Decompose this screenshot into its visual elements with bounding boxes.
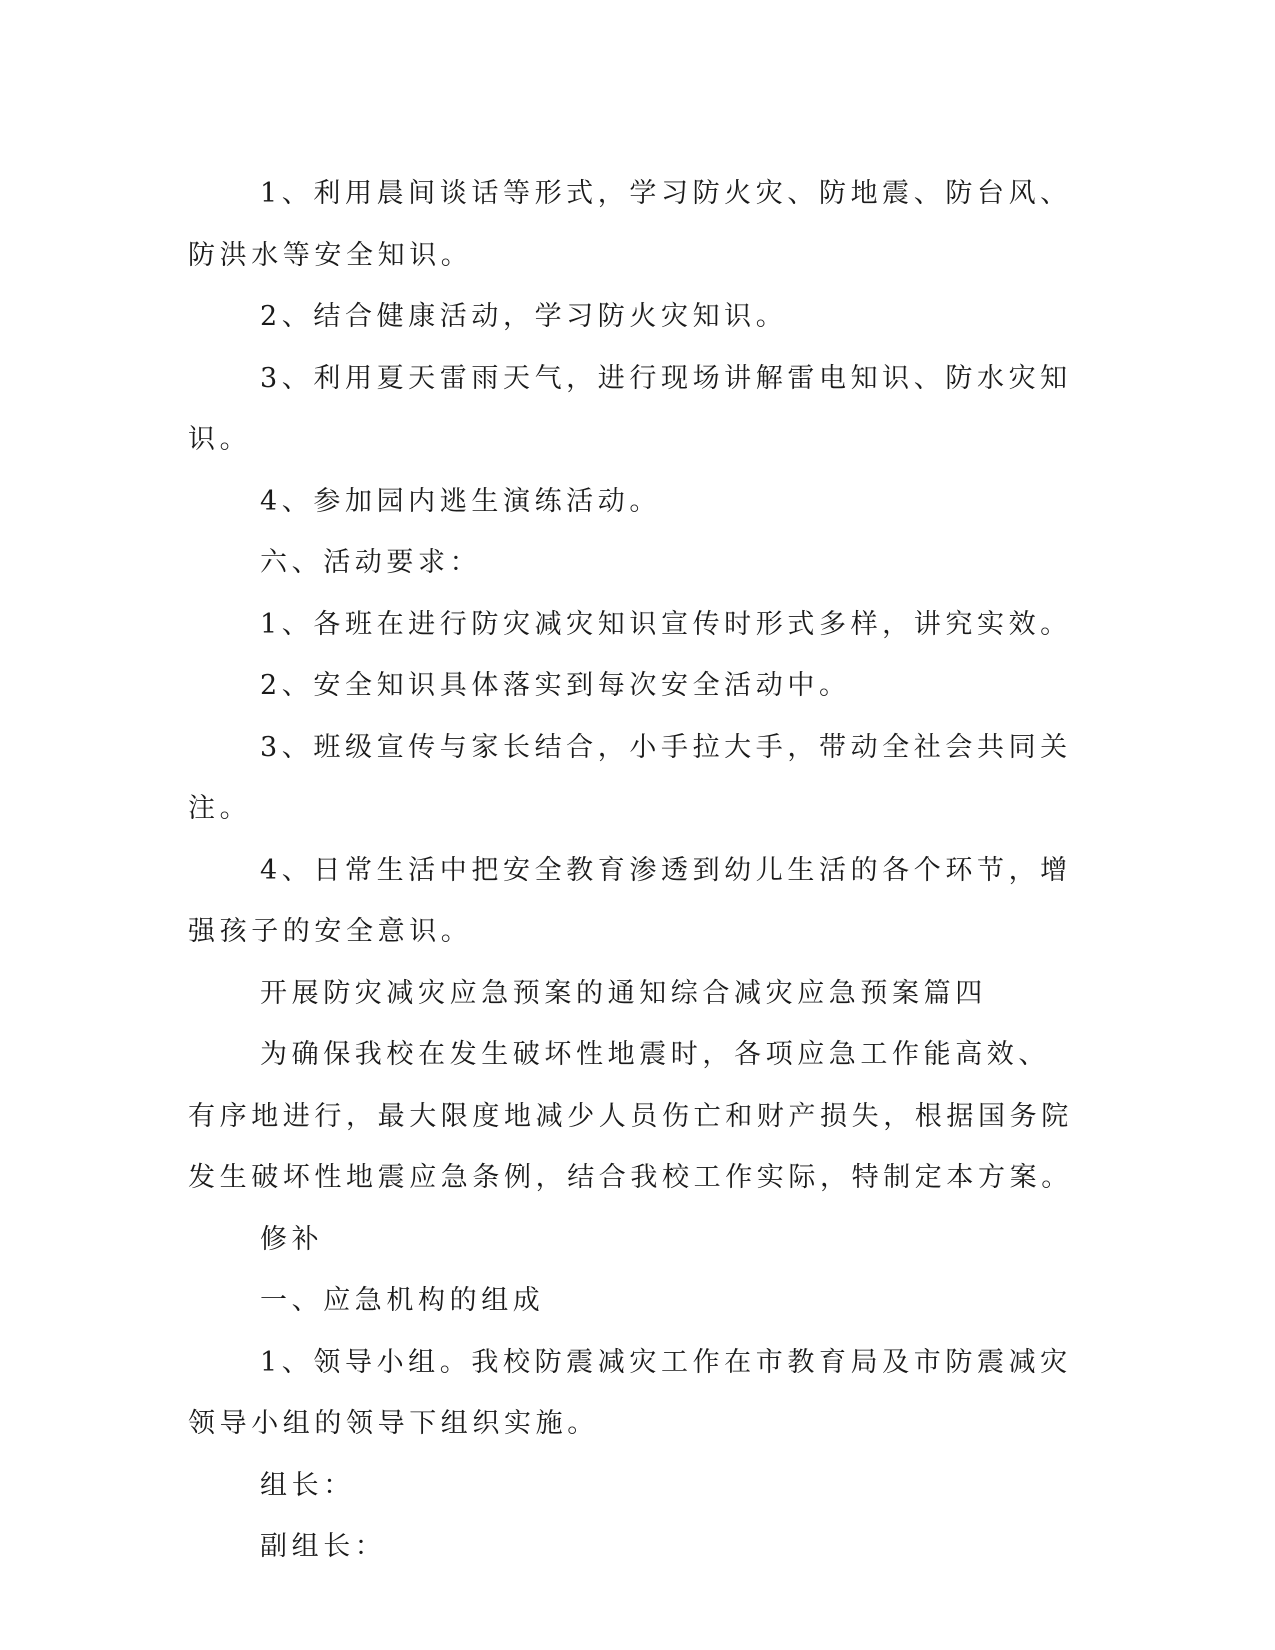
paragraph-activity-4: 4、参加园内逃生演练活动。 (260, 485, 661, 517)
field-deputy-leader: 副组长： (260, 1531, 387, 1562)
paragraph-leadership-group: 1、领导小组。我校防震减灾工作在市教育局及市防震减灾领导小组的领导下组织实施。 (188, 1346, 1072, 1439)
paragraph-requirement-1: 1、各班在进行防灾减灾知识宣传时形式多样，讲究实效。 (260, 608, 1072, 640)
paragraph-requirement-2: 2、安全知识具体落实到每次安全活动中。 (260, 670, 851, 701)
paragraph-activity-3: 3、利用夏天雷雨天气，进行现场讲解雷电知识、防水灾知识。 (188, 362, 1072, 455)
paragraph-note: 修补 (260, 1223, 324, 1255)
paragraph-requirement-3: 3、班级宣传与家长结合，小手拉大手，带动全社会共同关注。 (188, 731, 1072, 824)
paragraph-activity-1: 1、利用晨间谈话等形式，学习防火灾、防地震、防台风、防洪水等安全知识。 (188, 178, 1072, 271)
document-body (188, 163, 1078, 1578)
field-group-leader: 组长： (260, 1469, 355, 1501)
section-heading-requirements: 六、活动要求： (260, 547, 482, 578)
paragraph-activity-2: 2、结合健康活动，学习防火灾知识。 (260, 301, 788, 332)
section-heading-organization: 一、应急机构的组成 (260, 1285, 545, 1316)
paragraph-requirement-4: 4、日常生活中把安全教育渗透到幼儿生活的各个环节，增强孩子的安全意识。 (188, 854, 1072, 947)
paragraph-intro: 为确保我校在发生破坏性地震时，各项应急工作能高效、有序地进行，最大限度地减少人员伤亡和财产损失，根据国务院发生破坏性地震应急条例，结合我校工作实际，特制定本方案。 (188, 1039, 1073, 1193)
article-title: 开展防灾减灾应急预案的通知综合减灾应急预案篇四 (260, 977, 987, 1009)
